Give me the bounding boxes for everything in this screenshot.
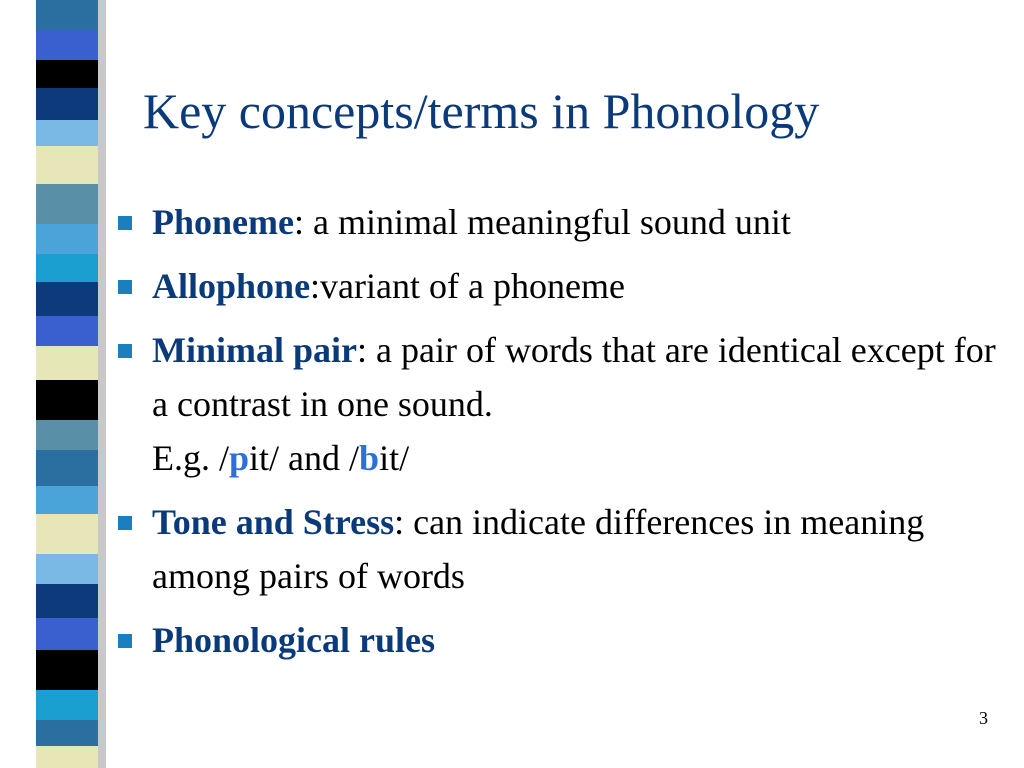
example-lead: E.g. /: [152, 438, 229, 478]
square-bullet-icon: [118, 344, 132, 358]
bullet-phoneme: [116, 195, 996, 249]
stripe-block: [36, 184, 98, 224]
example-mid: it/ and /: [249, 438, 360, 478]
decorative-stripe: [36, 0, 98, 768]
slide-title: Key concepts/terms in Phonology: [143, 83, 820, 139]
stripe-block: [36, 254, 98, 282]
stripe-block: [36, 514, 98, 554]
stripe-block: [36, 146, 98, 184]
stripe-block: [36, 282, 98, 316]
bullet-term: Tone and Stress: [152, 502, 395, 542]
stripe-block: [36, 554, 98, 584]
stripe-block: [36, 746, 98, 768]
bullet-minimal-pair: [116, 323, 996, 485]
stripe-block: [36, 486, 98, 514]
bullet-text: : a pair of words that are identical except for a contrast in one sound.: [152, 330, 996, 424]
bullet-tone-and-stress: [116, 495, 996, 603]
bullet-term: Phonological rules: [152, 620, 436, 660]
bullet-text: : can indicate differences in meaning among pairs of words: [152, 502, 925, 596]
page-number: 3: [979, 708, 988, 728]
square-bullet-icon: [118, 634, 132, 648]
stripe-block: [36, 120, 98, 146]
stripe-block: [36, 420, 98, 450]
bullet-term: Allophone: [152, 266, 311, 306]
stripe-block: [36, 584, 98, 618]
stripe-block: [36, 0, 98, 30]
example-highlight-b: b: [359, 438, 380, 478]
example-highlight-p: p: [229, 438, 250, 478]
stripe-block: [36, 380, 98, 420]
bullet-list: [116, 195, 996, 677]
stripe-block: [36, 450, 98, 486]
bullet-allophone: [116, 259, 996, 313]
stripe-block: [36, 346, 98, 380]
stripe-block: [36, 224, 98, 254]
bullet-text: : a minimal meaningful sound unit: [293, 202, 791, 242]
stripe-block: [36, 30, 98, 60]
square-bullet-icon: [118, 280, 132, 294]
bullet-term: Phoneme: [152, 202, 294, 242]
bullet-phonological-rules: [116, 613, 996, 667]
stripe-block: [36, 316, 98, 346]
square-bullet-icon: [118, 516, 132, 530]
bullet-term: Minimal pair: [152, 330, 357, 370]
stripe-block: [36, 618, 98, 650]
stripe-block: [36, 720, 98, 746]
stripe-block: [36, 60, 98, 88]
square-bullet-icon: [118, 216, 132, 230]
bullet-text: :variant of a phoneme: [310, 266, 625, 306]
stripe-block: [36, 690, 98, 720]
stripe-block: [36, 88, 98, 120]
example-tail: it/: [379, 438, 410, 478]
stripe-block: [36, 650, 98, 690]
